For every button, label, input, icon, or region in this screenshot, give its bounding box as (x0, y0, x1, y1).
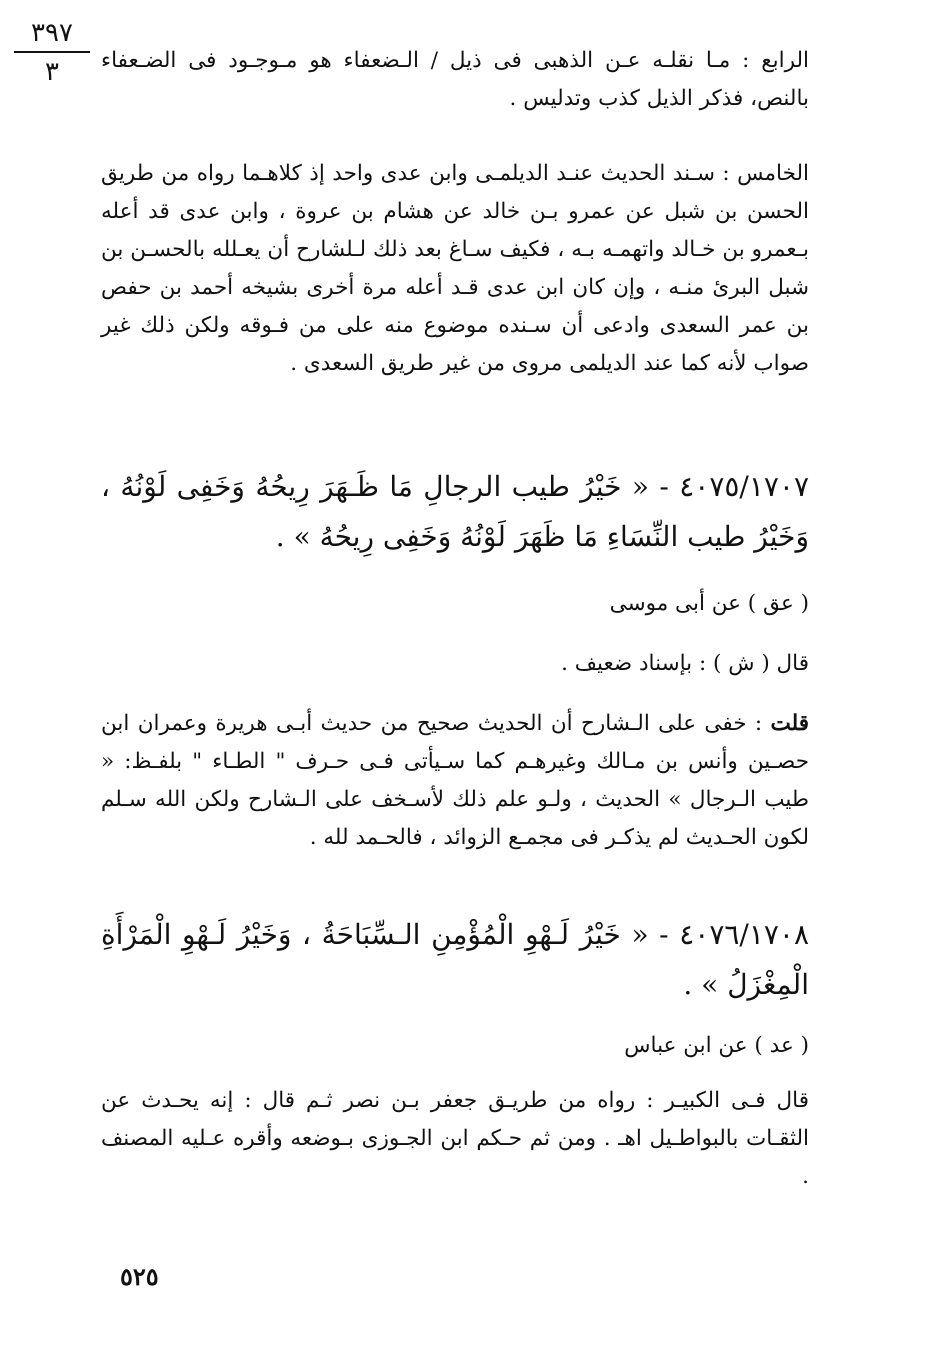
reference-top: ٣٩٧ (31, 18, 73, 48)
reference-bottom: ٣ (45, 57, 59, 87)
page-number: ٥٢٥ (120, 1262, 159, 1291)
qult-label: قلت (770, 711, 809, 736)
commentator-grading: قال ( ش ) : بإسناد ضعيف . (561, 651, 809, 676)
paragraph-kabir: قال فـى الكبيـر : رواه من طريـق جعفر بـن نصر ثـم قال : إنه يحـدث عن الثقـات بالبواطـيل اهـ . ومن ثم حـكم ابن الجـوزى بـوضعه وأقره عـليه المصنف . (101, 1088, 809, 1189)
hadith-4076: ٤٠٧٦/١٧٠٨ - « خَيْرُ لَـهْوِ الْمُؤْمِنِ الـسِّبَاحَةُ ، وَخَيْرُ لَـهْوِ الْمَرْأَةِ الْمِغْزَلُ » . (101, 918, 809, 1001)
paragraph-fourth: الرابع : مـا نقلـه عـن الذهبى فى ذيل / الـضعفاء هو مـوجـود فى الضـعفاء بالنص، فذكر الذيل كذب وتدليس . (101, 48, 809, 111)
corner-reference (14, 18, 90, 87)
qult-text: : خفى على الـشارح أن الحديث صحيح من حديث أبـى هريرة وعمران ابن حصـين وأنس بن مـالك وغيرهـم كما سـيأتى فـى حـرف " الطـاء " بلفـظ: « طيب الـرجال » الحديث ، ولـو علم ذلك لأسـخف على الـشارح ولكن الله سـلم لكون الحـديث لم يذكـر فى مجمـع الزوائد ، فالحـمد لله . (101, 711, 809, 850)
hadith-4075-source: ( عق ) عن أبى موسى (609, 591, 809, 616)
reference-divider (14, 51, 90, 53)
paragraph-fifth: الخامس : سـند الحديث عنـد الديلمـى وابن عدى واحد إذ كلاهـما رواه من طريق الحسن بن شبل عن عمرو بـن خالد عن هشام بن عروة ، وابن عدى قد أعله بـعمرو بن خـالد واتهمـه بـه ، فكيف سـاغ بعد ذلك لـلشارح أن يعـلله بالحسـن بن شبل البرئ منـه ، وإن كان ابن عدى قـد أعله مرة أخرى بشيخه أحمد بن حفص بن عمر السعدى وادعى أن سـنده موضوع منه على من فـوقه ولكن ذلك غير صواب لأنه كما عند الديلمى مروى من غير طريق السعدى . (101, 161, 809, 376)
hadith-4075: ٤٠٧٥/١٧٠٧ - « خَيْرُ طيب الرجالِ مَا ظَـهَرَ رِيحُهُ وَخَفِى لَوْنُهُ ، وَخَيْرُ طيب النِّسَاءِ مَا ظَهَرَ لَوْنُهُ وَخَفِى رِيحُهُ » . (101, 470, 809, 553)
paragraph-qult (101, 705, 809, 857)
hadith-4076-source: ( عد ) عن ابن عباس (624, 1033, 809, 1058)
